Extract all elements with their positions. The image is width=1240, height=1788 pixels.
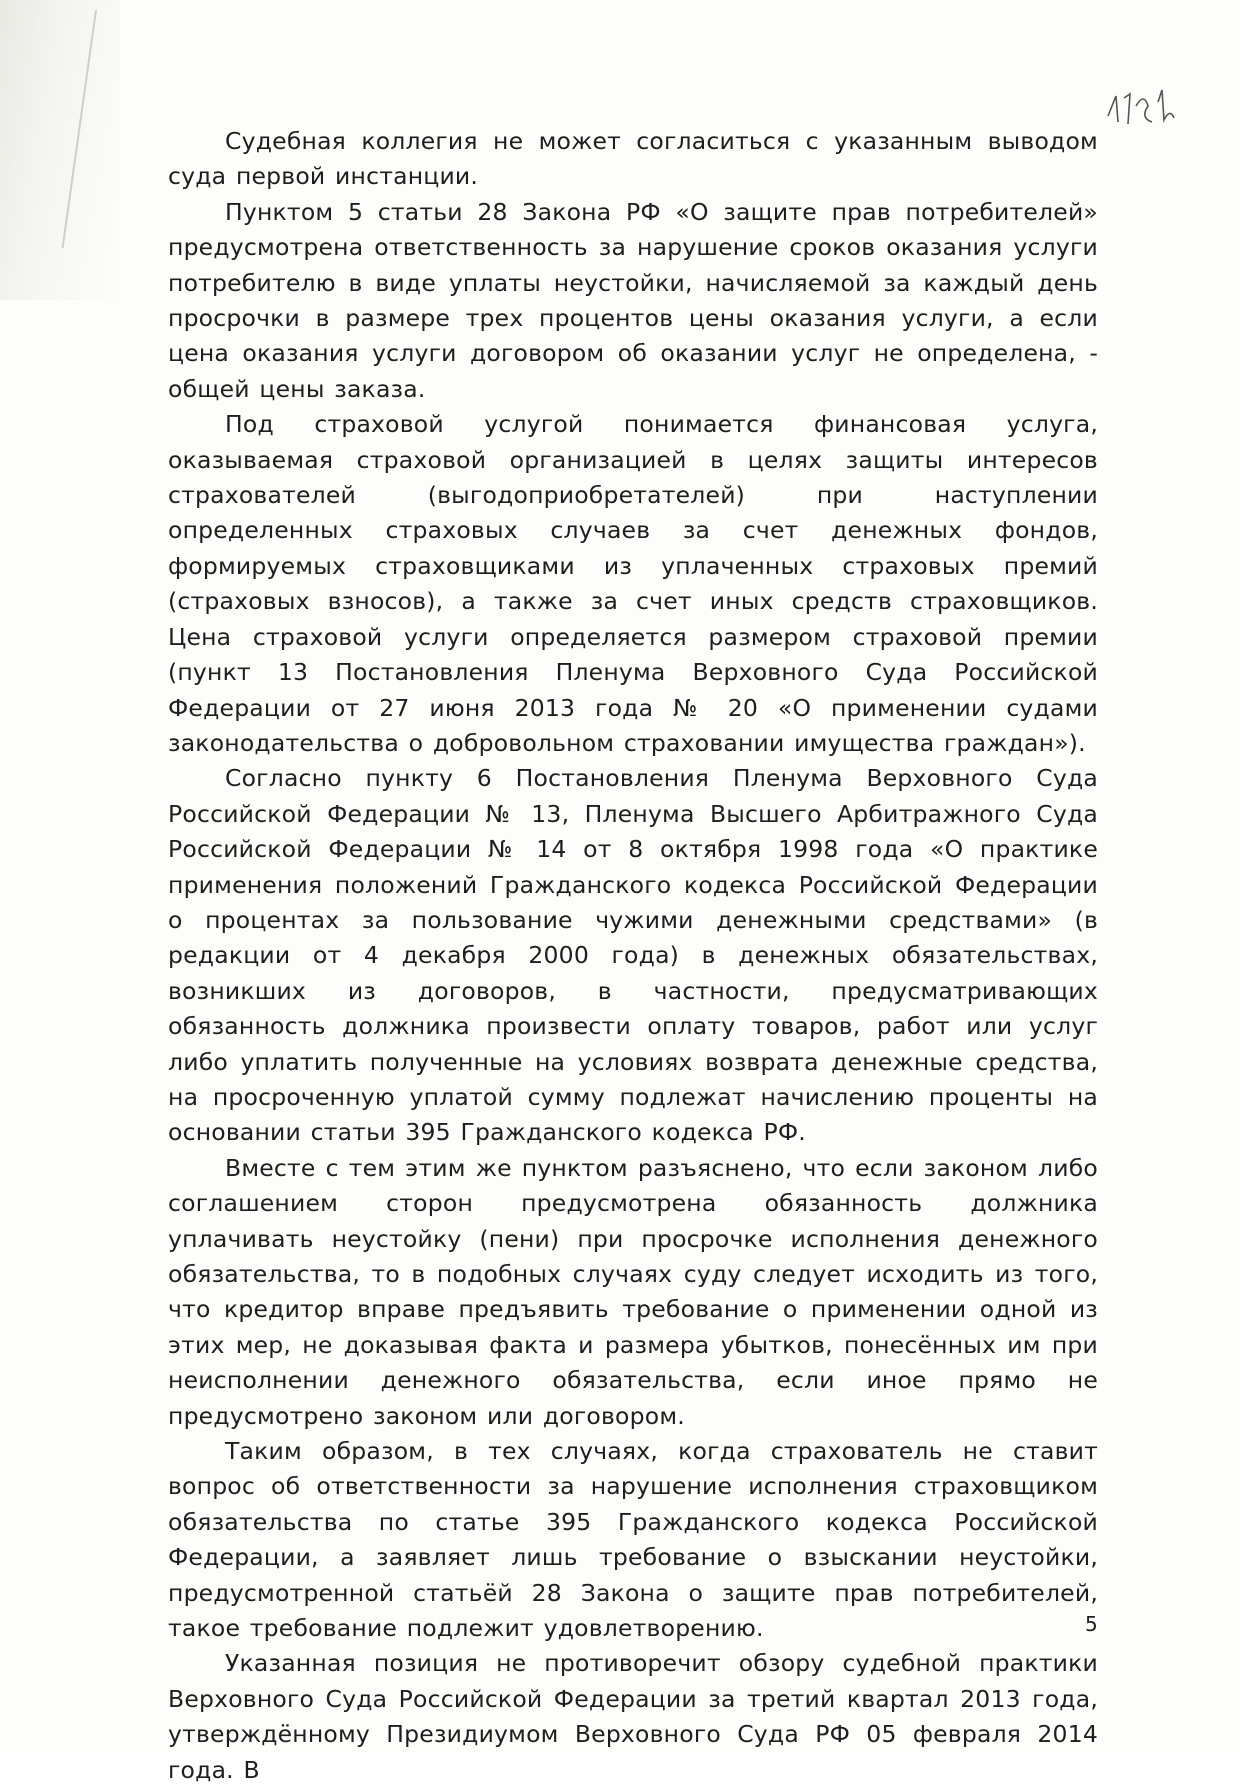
paragraph-4: Согласно пункту 6 Постановления Пленума Верховного Суда Российской Федерации № 13, Пленума Высшего Арбитражного Суда Российской Федерации № 14 от 8 октября 1998 года «О практике применения положений Гражданского кодекса Российской Федерации о процентах за пользование чужими денежными средствами» (в редакции от 4 декабря 2000 года) в денежных обязательствах, возникших из договоров, в частности, предусматривающих обязанность должника произвести оплату товаров, работ или услуг либо уплатить полученные на условиях возврата денежные средства, на просроченную уплатой сумму подлежат начислению проценты на основании статьи 395 Гражданского кодекса РФ. (168, 764, 1098, 1147)
paragraph-1: Судебная коллегия не может согласиться с указанным выводом суда первой инстанции. (168, 127, 1098, 191)
paragraph-6: Таким образом, в тех случаях, когда страхователь не ставит вопрос об ответственности за нарушение исполнения страховщиком обязательства по статье 395 Гражданского кодекса Российской Федерации, а заявляет лишь требование о взыскании неустойки, предусмотренной статьёй 28 Закона о защите прав потребителей, такое требование подлежит удовлетворению. (168, 1437, 1098, 1643)
scan-shadow (0, 0, 120, 300)
paragraph-7: Указанная позиция не противоречит обзору судебной практики Верховного Суда Российской Федерации за третий квартал 2013 года, утверждённому Президиумом Верховного Суда РФ 05 февраля 2014 года. В (168, 1649, 1098, 1784)
page-number: 5 (1085, 1612, 1098, 1636)
scan-edge-line (62, 10, 97, 248)
paragraph-5: Вместе с тем этим же пунктом разъяснено, что если законом либо соглашением сторон предусмотрена обязанность должника уплачивать неустойку (пени) при просрочке исполнения денежного обязательства, то в подобных случаях суду следует исходить из того, что кредитор вправе предъявить требование о применении одной из этих мер, не доказывая факта и размера убытков, понесённых им при неисполнении денежного обязательства, если иное прямо не предусмотрено законом или договором. (168, 1153, 1098, 1430)
paragraph-3: Под страховой услугой понимается финансовая услуга, оказываемая страховой организацией в целях защиты интересов страхователей (выгодоприобретателей) при наступлении определенных страховых случаев за счет денежных фондов, формируемых страховщиками из уплаченных страховых премий (страховых взносов), а также за счет иных средств страховщиков. Цена страховой услуги определяется размером страховой премии (пункт 13 Постановления Пленума Верховного Суда Российской Федерации от 27 июня 2013 года № 20 «О применении судами законодательства о добровольном страховании имущества граждан»). (168, 410, 1098, 757)
paragraph-2: Пунктом 5 статьи 28 Закона РФ «О защите прав потребителей» предусмотрена ответственность за нарушение сроков оказания услуги потребителю в виде уплаты неустойки, начисляемой за каждый день просрочки в размере трех процентов цены оказания услуги, а если цена оказания услуги договором об оказании услуг не определена, - общей цены заказа. (168, 197, 1098, 403)
document-body (168, 124, 1098, 1788)
handwritten-page-mark (1100, 78, 1190, 138)
